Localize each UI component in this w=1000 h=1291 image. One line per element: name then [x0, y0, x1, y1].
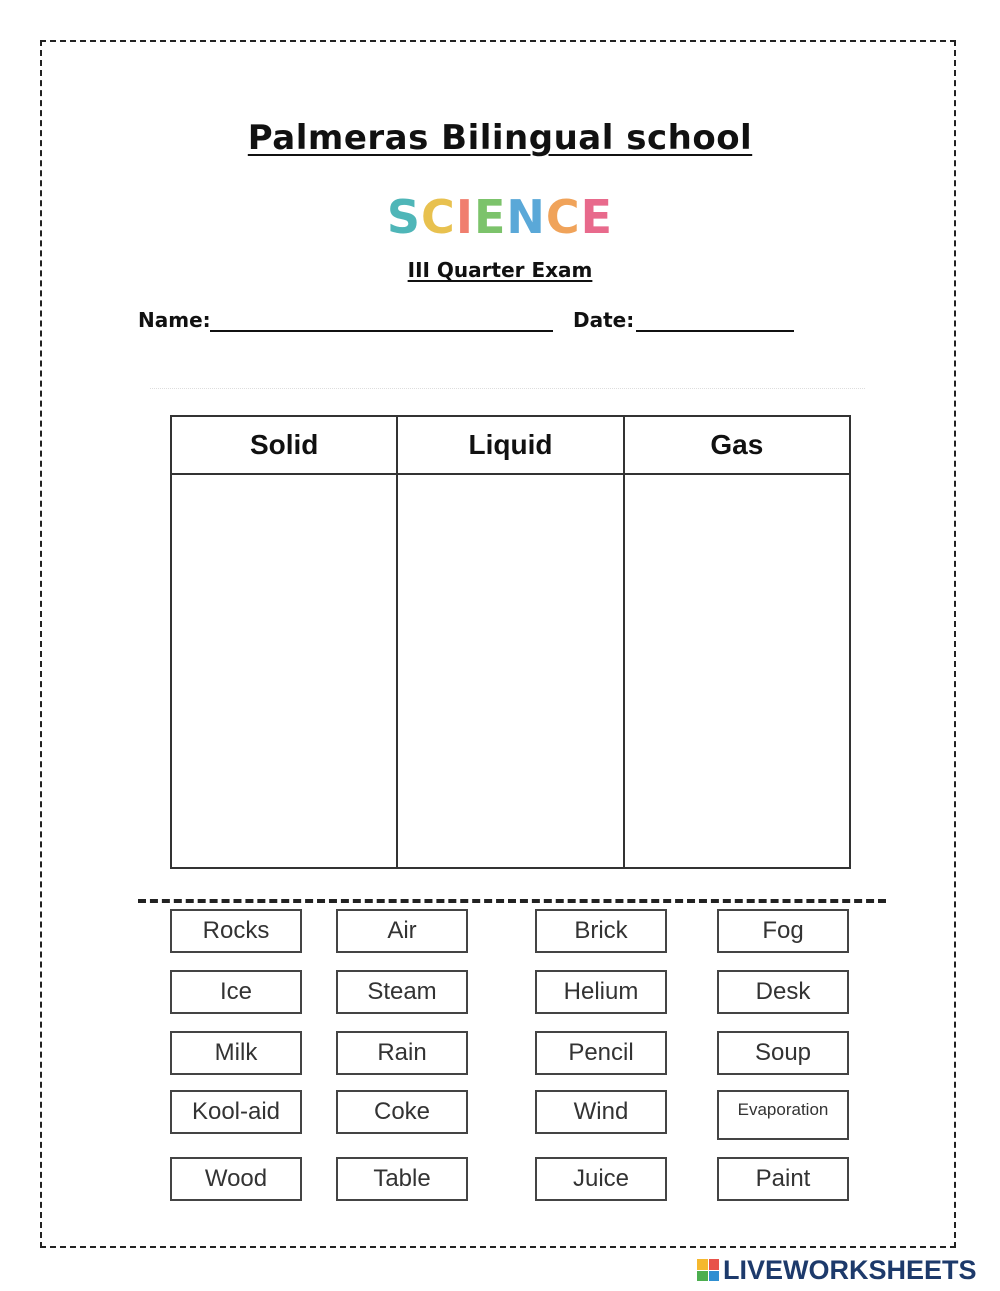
word-card-evaporation[interactable]: Evaporation — [717, 1090, 849, 1140]
drop-zone-liquid[interactable] — [397, 474, 623, 868]
word-card-air[interactable]: Air — [336, 909, 468, 953]
word-card-brick[interactable]: Brick — [535, 909, 667, 953]
drop-zone-solid[interactable] — [171, 474, 397, 868]
school-title: Palmeras Bilingual school — [247, 118, 753, 158]
science-letter: C — [545, 190, 581, 244]
word-card-rain[interactable]: Rain — [336, 1031, 468, 1075]
exam-title: III Quarter Exam — [407, 258, 593, 282]
science-logo — [0, 190, 1000, 244]
word-card-kool-aid[interactable]: Kool-aid — [170, 1090, 302, 1134]
science-letter: E — [580, 190, 614, 244]
brand-text: LIVEWORKSHEETS — [723, 1254, 977, 1285]
liveworksheets-logo — [697, 1255, 977, 1285]
science-letter: N — [506, 190, 546, 244]
date-label: Date: — [573, 308, 635, 332]
word-card-desk[interactable]: Desk — [717, 970, 849, 1014]
drop-zone-gas[interactable] — [624, 474, 850, 868]
logo-square — [697, 1271, 708, 1282]
sorting-table — [170, 415, 851, 869]
science-letter: I — [455, 190, 474, 244]
cut-line — [138, 899, 886, 903]
name-label: Name: — [138, 308, 211, 332]
word-card-ice[interactable]: Ice — [170, 970, 302, 1014]
name-field[interactable] — [210, 330, 553, 332]
word-card-paint[interactable]: Paint — [717, 1157, 849, 1201]
date-field[interactable] — [636, 330, 794, 332]
word-card-helium[interactable]: Helium — [535, 970, 667, 1014]
column-header-gas: Gas — [624, 416, 850, 474]
liveworksheets-icon — [697, 1259, 719, 1281]
word-card-steam[interactable]: Steam — [336, 970, 468, 1014]
word-card-milk[interactable]: Milk — [170, 1031, 302, 1075]
logo-square — [697, 1259, 708, 1270]
science-letter: E — [473, 190, 507, 244]
word-card-rocks[interactable]: Rocks — [170, 909, 302, 953]
column-header-liquid: Liquid — [397, 416, 623, 474]
logo-square — [709, 1271, 720, 1282]
word-card-fog[interactable]: Fog — [717, 909, 849, 953]
word-card-soup[interactable]: Soup — [717, 1031, 849, 1075]
column-header-solid: Solid — [171, 416, 397, 474]
word-card-pencil[interactable]: Pencil — [535, 1031, 667, 1075]
word-card-wood[interactable]: Wood — [170, 1157, 302, 1201]
logo-square — [709, 1259, 720, 1270]
word-card-juice[interactable]: Juice — [535, 1157, 667, 1201]
word-card-coke[interactable]: Coke — [336, 1090, 468, 1134]
divider-faint — [150, 388, 865, 389]
word-card-table[interactable]: Table — [336, 1157, 468, 1201]
science-letter: C — [421, 190, 456, 244]
science-letter: S — [386, 190, 422, 244]
word-card-wind[interactable]: Wind — [535, 1090, 667, 1134]
